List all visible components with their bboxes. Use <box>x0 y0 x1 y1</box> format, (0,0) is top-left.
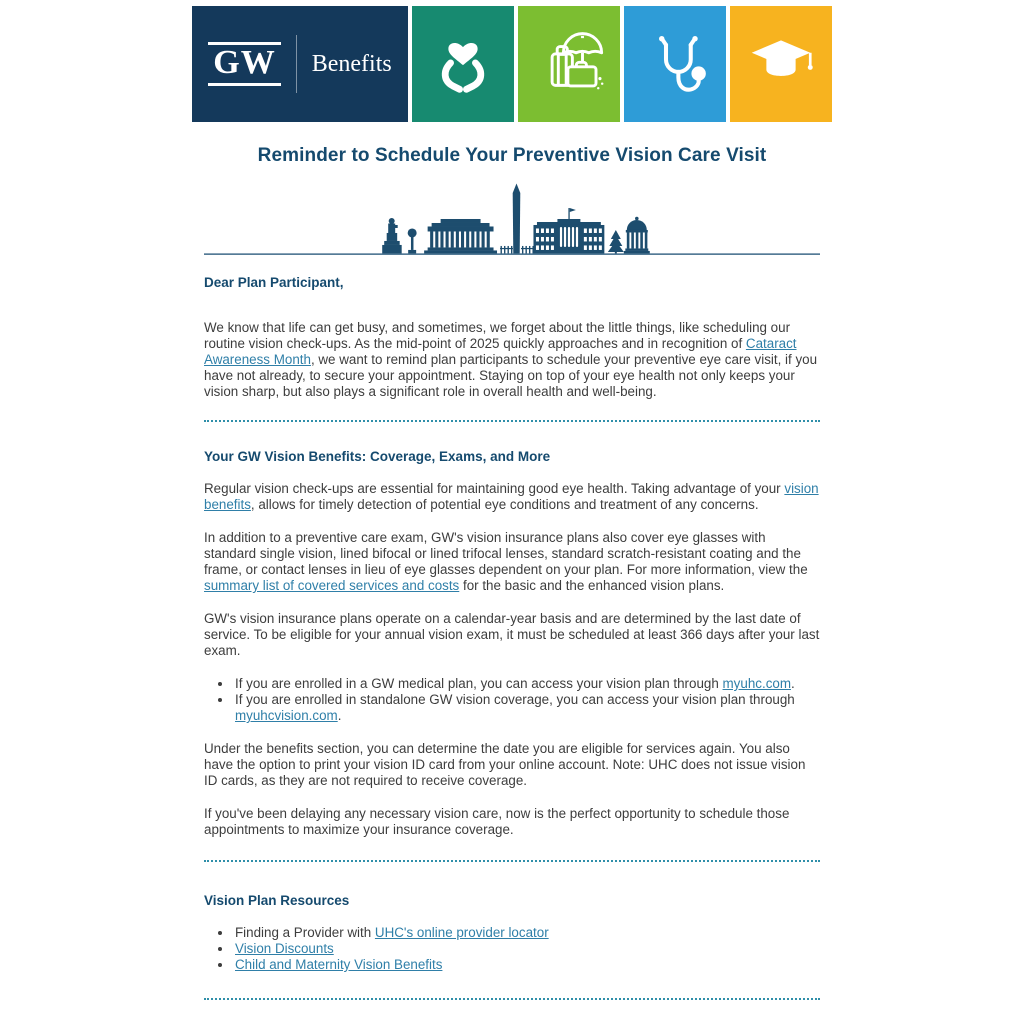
resources-list <box>204 925 820 973</box>
text-link[interactable]: Child and Maternity Vision Benefits <box>235 957 443 972</box>
banner-tile-travel <box>518 6 620 122</box>
list-item <box>233 957 820 973</box>
intro-paragraph: We know that life can get busy, and sometimes, we forget about the little things, like scheduling our routine vision check-ups. As the mid-point of 2025 quickly approaches and in recognition of Cataract Awareness Month, we want to remind plan participants to schedule your preventive eye care visit, if you have not already, to secure your appointment. Staying on top of your eye health not only keeps your vision sharp, but also plays a significant role in overall health and well-being. <box>204 320 818 399</box>
email-content <box>192 180 832 1000</box>
header-banner <box>192 6 832 122</box>
text-link[interactable]: vision benefits <box>204 481 819 512</box>
benefits-wordmark: Benefits <box>311 50 392 77</box>
stethoscope-icon <box>639 28 711 100</box>
travel-luggage-umbrella-icon <box>533 28 605 100</box>
text-link[interactable]: Vision Discounts <box>235 941 334 956</box>
gw-logo-mark: GW <box>208 42 280 86</box>
list-item <box>233 941 820 957</box>
email-title: Reminder to Schedule Your Preventive Vision Care Visit <box>257 145 767 166</box>
hands-heart-icon <box>427 28 499 100</box>
section-heading-resources: Vision Plan Resources <box>204 893 350 908</box>
benefits-paragraph-3: GW's vision insurance plans operate on a calendar-year basis and are determined by the last date of service. To be eligible for your annual vision exam, it must be scheduled at least 366 days after your last exam. <box>204 611 820 658</box>
benefits-paragraph-1: Regular vision check-ups are essential for maintaining good eye health. Taking advantage of your vision benefits, allows for timely detection of potential eye conditions and treatment of any concerns. <box>204 481 819 512</box>
benefits-paragraph-4: Under the benefits section, you can determine the date you are eligible for services again. You also have the option to print your vision ID card from your online account. Note: UHC does not issue vision ID cards, as they are not required to receive coverage. <box>204 741 806 788</box>
gw-benefits-logo <box>192 6 408 122</box>
greeting: Dear Plan Participant, <box>204 275 344 290</box>
benefits-paragraph-5: If you've been delaying any necessary vision care, now is the perfect opportunity to schedule those appointments to maximize your insurance coverage. <box>204 806 790 837</box>
list-item: • Finding a Provider with UHC's online provider locator <box>233 925 820 941</box>
banner-tile-wellness <box>412 6 514 122</box>
section-divider <box>204 998 820 1000</box>
text-link[interactable]: myuhcvision.com <box>235 708 338 723</box>
plan-access-list <box>204 676 820 724</box>
text-link[interactable]: summary list of covered services and costs <box>204 578 460 593</box>
text-link[interactable]: Cataract Awareness Month <box>204 336 797 367</box>
dc-skyline-illustration <box>204 180 820 256</box>
section-divider <box>204 420 820 422</box>
text-link[interactable]: UHC's online provider locator <box>374 925 549 940</box>
banner-tile-education <box>730 6 832 122</box>
list-item: • If you are enrolled in a GW medical plan, you can access your vision plan through myuhc.com. <box>233 676 820 692</box>
text-link[interactable]: myuhc.com <box>722 676 791 691</box>
email-body <box>192 6 832 1000</box>
banner-tile-medical <box>624 6 726 122</box>
section-heading-benefits: Your GW Vision Benefits: Coverage, Exams, and More <box>204 449 551 464</box>
benefits-paragraph-2: In addition to a preventive care exam, GW's vision insurance plans also cover eye glasses with standard single vision, lined bifocal or lined trifocal lenses, standard scratch-resistant coating and the frame, or contact lenses in lieu of eye glasses dependent on your plan. For more information, view the summary list of covered services and costs for the basic and the enhanced vision plans. <box>204 530 808 593</box>
section-divider <box>204 860 820 862</box>
logo-divider <box>296 35 297 93</box>
graduation-cap-icon <box>745 28 817 100</box>
list-item: • If you are enrolled in standalone GW vision coverage, you can access your vision plan through myuhcvision.com. <box>233 692 820 724</box>
